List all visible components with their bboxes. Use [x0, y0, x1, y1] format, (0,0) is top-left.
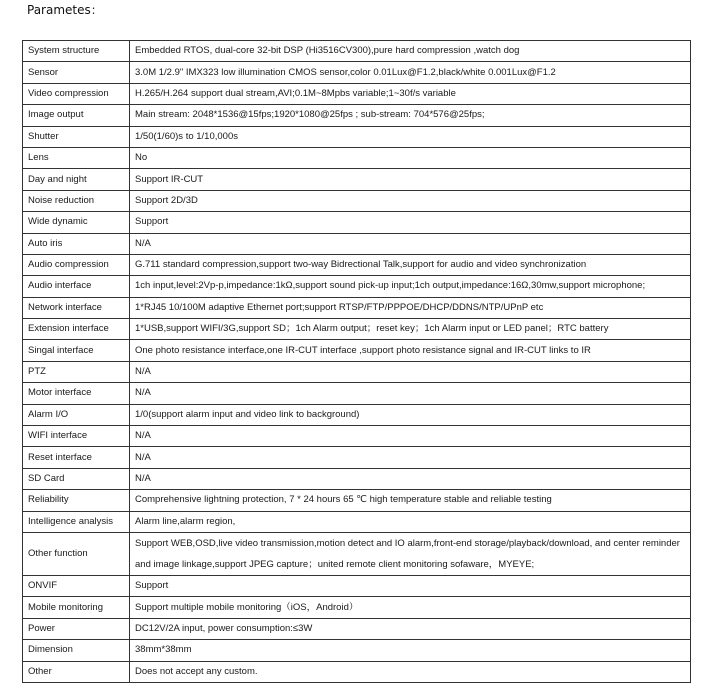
- spec-value: Main stream: 2048*1536@15fps;1920*1080@25fps ; sub-stream: 704*576@25fps;: [130, 105, 691, 126]
- spec-value: Support multiple mobile monitoring（iOS，Android）: [130, 597, 691, 618]
- page-heading: Parametes：: [27, 3, 103, 17]
- spec-label: Lens: [23, 147, 130, 168]
- spec-table-body: [23, 41, 691, 683]
- spec-value: 1ch input,level:2Vp-p,impedance:1kΩ,support sound pick-up input;1ch output,impedance:16Ω,30mw,support microphone;: [130, 276, 691, 297]
- spec-label: Extension interface: [23, 319, 130, 340]
- spec-row: [23, 105, 691, 126]
- spec-row: [23, 597, 691, 618]
- spec-row: [23, 126, 691, 147]
- spec-label: Sensor: [23, 62, 130, 83]
- spec-value: N/A: [130, 426, 691, 447]
- spec-value: 1/0(support alarm input and video link to background): [130, 404, 691, 425]
- spec-value: N/A: [130, 468, 691, 489]
- spec-label: Motor interface: [23, 383, 130, 404]
- spec-label: Mobile monitoring: [23, 597, 130, 618]
- spec-value: H.265/H.264 support dual stream,AVI;0.1M~8Mpbs variable;1~30f/s variable: [130, 83, 691, 104]
- spec-row: [23, 468, 691, 489]
- spec-row: [23, 62, 691, 83]
- spec-row: [23, 212, 691, 233]
- spec-label: Image output: [23, 105, 130, 126]
- spec-row: [23, 426, 691, 447]
- spec-label: PTZ: [23, 361, 130, 382]
- spec-label: Wide dynamic: [23, 212, 130, 233]
- spec-row: [23, 618, 691, 639]
- spec-value: 1/50(1/60)s to 1/10,000s: [130, 126, 691, 147]
- spec-row: [23, 41, 691, 62]
- spec-value: Comprehensive lightning protection, 7 * 24 hours 65 ℃ high temperature stable and reliable testing: [130, 490, 691, 511]
- spec-row: [23, 276, 691, 297]
- spec-value: DC12V/2A input, power consumption:≤3W: [130, 618, 691, 639]
- spec-label: Power: [23, 618, 130, 639]
- spec-label: Day and night: [23, 169, 130, 190]
- spec-row: [23, 490, 691, 511]
- spec-value: N/A: [130, 447, 691, 468]
- spec-label: Reliability: [23, 490, 130, 511]
- spec-row: [23, 83, 691, 104]
- spec-row: [23, 319, 691, 340]
- spec-row: [23, 575, 691, 596]
- spec-row: [23, 233, 691, 254]
- spec-row: [23, 190, 691, 211]
- spec-label: Alarm I/O: [23, 404, 130, 425]
- spec-label: Auto iris: [23, 233, 130, 254]
- spec-row: [23, 511, 691, 532]
- spec-value: N/A: [130, 233, 691, 254]
- spec-label: Video compression: [23, 83, 130, 104]
- spec-label: Audio compression: [23, 254, 130, 275]
- spec-label: Dimension: [23, 640, 130, 661]
- spec-value: 1*USB,support WIFI/3G,support SD；1ch Alarm output；reset key；1ch Alarm input or LED panel；RTC battery: [130, 319, 691, 340]
- spec-label: ONVIF: [23, 575, 130, 596]
- spec-value: 1*RJ45 10/100M adaptive Ethernet port;support RTSP/FTP/PPPOE/DHCP/DDNS/NTP/UPnP etc: [130, 297, 691, 318]
- spec-label: Other: [23, 661, 130, 682]
- spec-value: Support 2D/3D: [130, 190, 691, 211]
- spec-label: Noise reduction: [23, 190, 130, 211]
- spec-value: Support IR-CUT: [130, 169, 691, 190]
- spec-label: System structure: [23, 41, 130, 62]
- spec-label: Other function: [23, 532, 130, 575]
- spec-label: SD Card: [23, 468, 130, 489]
- spec-label: Audio interface: [23, 276, 130, 297]
- spec-value: Support WEB,OSD,live video transmission,motion detect and IO alarm,front-end storage/playback/download, and center reminder and image linkage,support JPEG capture；united remote client monitoring sofaware，MYEYE;: [130, 532, 691, 575]
- spec-row: [23, 404, 691, 425]
- spec-value: Does not accept any custom.: [130, 661, 691, 682]
- spec-row: [23, 447, 691, 468]
- spec-label: Intelligence analysis: [23, 511, 130, 532]
- spec-value: N/A: [130, 383, 691, 404]
- spec-row: [23, 640, 691, 661]
- spec-value: No: [130, 147, 691, 168]
- spec-label: WIFI interface: [23, 426, 130, 447]
- spec-row: [23, 361, 691, 382]
- spec-value: Alarm line,alarm region,: [130, 511, 691, 532]
- spec-label: Singal interface: [23, 340, 130, 361]
- spec-value: G.711 standard compression,support two-way Bidrectional Talk,support for audio and video synchronization: [130, 254, 691, 275]
- spec-value: Support: [130, 575, 691, 596]
- spec-row: [23, 297, 691, 318]
- spec-value: 38mm*38mm: [130, 640, 691, 661]
- spec-row: [23, 169, 691, 190]
- spec-row: [23, 661, 691, 682]
- spec-label: Reset interface: [23, 447, 130, 468]
- spec-row: [23, 383, 691, 404]
- spec-row: [23, 147, 691, 168]
- spec-value: One photo resistance interface,one IR-CUT interface ,support photo resistance signal and IR-CUT links to IR: [130, 340, 691, 361]
- spec-value: Embedded RTOS, dual-core 32-bit DSP (Hi3516CV300),pure hard compression ,watch dog: [130, 41, 691, 62]
- spec-label: Shutter: [23, 126, 130, 147]
- spec-row: [23, 532, 691, 575]
- spec-table: [22, 40, 691, 683]
- spec-value: N/A: [130, 361, 691, 382]
- spec-value: Support: [130, 212, 691, 233]
- spec-row: [23, 340, 691, 361]
- spec-label: Network interface: [23, 297, 130, 318]
- spec-value: 3.0M 1/2.9" IMX323 low illumination CMOS sensor,color 0.01Lux@F1.2,black/white 0.001Lux@F1.2: [130, 62, 691, 83]
- spec-row: [23, 254, 691, 275]
